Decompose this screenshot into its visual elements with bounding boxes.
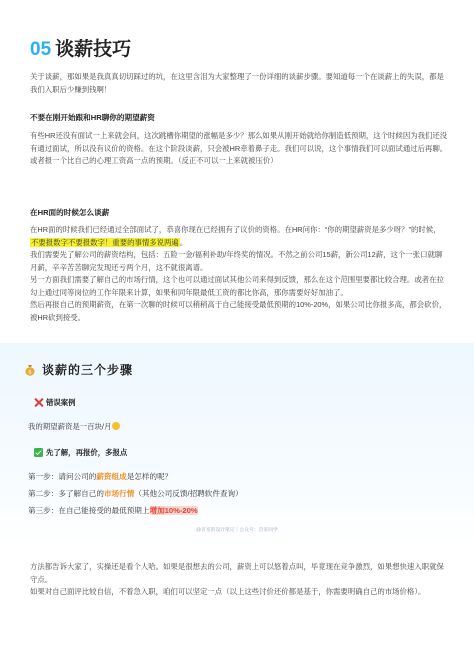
right-approach-label: 先了解，再报价，多报点: [46, 448, 128, 457]
steps-panel: [0, 343, 474, 548]
section2-line4: 然后再报自己的预期薪资，在第一次聊的时候可以稍稍高于自己能接受最低预期的10%-20%，如果公司比你报多高，都会砍价，被HR砍到接受。: [30, 300, 447, 322]
wrong-example-text: 我的期望薪资是一百块/月: [28, 422, 112, 431]
section2-line1-end: 。: [179, 237, 188, 247]
smile-emoji-icon: [112, 422, 120, 430]
section-title: [30, 34, 131, 61]
step-1-suffix: 是怎样的呢？: [126, 472, 173, 481]
section2-line3: 另一方面我们需要了解自己的市场行情，这个也可以通过面试其他公司来得到反馈，那么在这个范围里要都比较合理。或者在拉勾上通过同等岗位的工作年限来计算，如果和同年限最低工资的都比你高，那你需要好好加油了。: [30, 275, 444, 297]
step-2: [28, 488, 243, 499]
heading-section2: 在HR面的时候怎么谈薪: [30, 208, 110, 217]
closing-paragraph: [30, 561, 448, 599]
step-3: [28, 505, 198, 516]
panel-title-text: 谈薪的三个步骤: [42, 363, 134, 377]
heading-section1: 不要在刚开始跟和HR聊你的期望薪资: [30, 113, 155, 122]
watermark-caption: @首室的设计笔记｜公众号：首室同学: [196, 528, 278, 533]
section2-body: [30, 224, 448, 324]
closing-line2: 如果对自己面评比较自信，不着急入职，咱们可以坚定一点（以上这些讨价还价都是基于，你需要明确自己的市场价格）。: [30, 587, 426, 596]
section-number: 05: [30, 39, 52, 60]
section2-line1: 在HR面的时候我们已经通过全部面试了，恭喜你现在已经拥有了议价的资格。在HR问你：“你的期望薪资是多少呀？”的时候，: [30, 225, 441, 234]
right-approach-tag: [34, 447, 127, 458]
wrong-example: [28, 421, 120, 432]
page-title: 谈薪技巧: [55, 39, 132, 60]
step-1-accent: 薪资组成: [96, 472, 127, 481]
step-2-suffix: （其他公司反馈/招聘软件查询）: [134, 489, 243, 498]
check-icon: [34, 448, 43, 457]
wrong-case-tag: [34, 397, 76, 408]
step-2-accent: 市场行情: [103, 489, 135, 498]
intro-paragraph: 关于谈薪，那如果是我真真切切踩过的坑，在这里含泪为大家整理了一份详细的谈薪步骤。要知道每一个在谈薪上的失误，都是我们入职后少赚到钱啊！: [30, 72, 444, 94]
step-1: [28, 471, 172, 482]
section1-body: 有些HR还没有面试一上来就会问，这次跳槽你期望的涨幅是多少？那么如果从刚开始就给你制造低预期，这个时候因为我们还没有通过面试，所以没有议价的资格。在这个阶段谈薪，只会被HR牵着鼻子走。我们可以说，这个事情我们可以面试通过后再聊。或者报一个比自己的心理工资高一点的预期。（反正不可以一上来就被压价）: [30, 131, 448, 165]
step-1-prefix: 第一步：请问公司的: [28, 472, 97, 481]
step-2-prefix: 第二步：多了解自己的: [28, 489, 104, 498]
wrong-case-label: 错误案例: [46, 398, 76, 407]
svg-text:$: $: [28, 369, 32, 376]
highlight-text: 不要报数字不要报数字！重要的事情多说两遍: [31, 237, 179, 247]
money-bag-icon: [24, 364, 36, 376]
step-3-accent: 增加10%-20%: [149, 506, 198, 515]
section2-line2: 我们需要先了解公司的薪资结构，包括：五险一金/福利补助/年终奖的情况。不然之前公司15薪，新公司12薪，这个一张口就聊月薪，辛辛苦苦聊完发现还亏两个月，这不就很离谱。: [30, 250, 443, 272]
panel-title: [24, 361, 133, 378]
cross-icon: [34, 398, 43, 407]
closing-line1: 方法都告诉大家了，实操还是看个人哈。如果是很想去的公司，薪资上可以悠着点叫，毕竟现在竞争激烈，如果想快速入职就保守点。: [30, 562, 444, 584]
step-3-prefix: 第三步：在自己能接受的最低预期上: [28, 506, 150, 515]
